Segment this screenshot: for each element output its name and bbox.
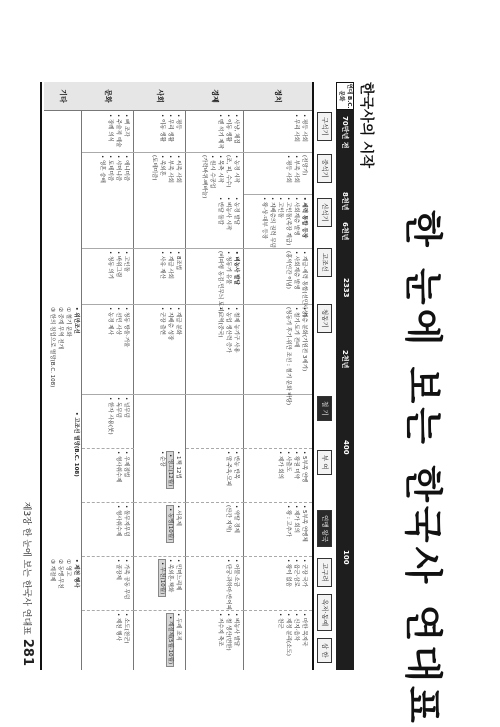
table-cell: • 어물·소금 • 단궁·과하마·반어피 <box>225 559 239 610</box>
table-cell: • 평등 • 무리 생활 • 이동 생활 <box>159 114 181 142</box>
table-cell: • 제천 행사 ① 영고 ② 동맹·무천 ③ 계절제 <box>49 559 79 589</box>
table-cell: • 위만조선 ① 철기 문화 ② 중계 무역 전개 ③ 한의 침입으로 멸망(B.C. 108) <box>49 307 79 388</box>
row-label: 경제 <box>186 82 244 111</box>
timeline-table <box>40 82 314 670</box>
table-cell: • 민며느리제 • 족외혼·책화 • 무천(10월) <box>158 559 182 597</box>
table-cell: • 농경 시작 (조, 피, 수수) • 목축 시작 • 원시 수공업 (가락바퀴·뼈바늘) <box>201 155 239 199</box>
row-label: 문화 <box>82 82 134 111</box>
table-cell: • 반농 반목 • 말·주옥·모피 <box>225 451 239 487</box>
period-tag: 옥저·동예 <box>317 594 332 631</box>
period-tag: 철 기 <box>317 396 332 421</box>
table-cell: • 청동 방울·거울 • 선민 사상 • 농경 제사 <box>107 307 129 348</box>
table-row <box>185 82 244 670</box>
footer-chapter-text: 제3장 한 눈에 보는 한국사 연대표 <box>21 501 31 635</box>
table-cell: • 사냥, 채집 • 이동 생활 • 뗀 석기 제작 <box>217 114 239 150</box>
table-cell: • 벼농사 발달 • 청동기 유물 (비파형 동검·민무늬 토기) <box>217 251 239 314</box>
table-cell: • 서옥제 • 동맹(10월) <box>166 505 182 543</box>
period-tag: 연맹 왕국 <box>317 510 332 547</box>
table-cell: • 5부족 연맹체 • 제가 회의 • 왕 : 고추가 <box>285 505 307 542</box>
table-cell: • 우제점법 • 형사취수제 <box>115 451 129 483</box>
table-cell: • 약탈 경제 (산간 지역) <box>225 505 239 533</box>
table-cell: • 계급·세력 통합(선민사상) • 사회계층 발생 (홍익인간 이념) <box>285 251 307 317</box>
timeline-tick: 100 <box>342 550 350 565</box>
table-cell: • 5부족 연맹 • 왕권 미약 • 사출도 • 제가 회의 <box>277 451 307 483</box>
row-label: 기타 <box>44 82 82 111</box>
period-tag: 부 여 <box>317 450 332 475</box>
table-cell: • 계급 분화 • 지배층 성장 • 군장 출현 <box>159 307 181 341</box>
table-row <box>44 82 82 670</box>
table-cell: • 계층 분화(기원전 3세기) • 철기·토기 전래 (청동기 후기·위만 조선 : 철기 문화 바탕) <box>285 307 307 406</box>
period-tag: 청동기 <box>317 304 332 333</box>
page-footer <box>20 502 35 666</box>
table-cell: • 1책 12법 • 영고(12월) • 순장 <box>158 451 182 489</box>
timeline-corner-label: 연대 B.C. 문화 <box>338 83 352 109</box>
table-cell: • 벼농사 발달 • 철 생산(변한) • 저수지 축조 <box>217 613 239 651</box>
table-cell: • 씨족 사회 • 부족 사회 • 족외혼 (토테미즘) <box>151 155 181 183</box>
row-label: 사회 <box>134 82 186 111</box>
table-row <box>133 82 186 670</box>
table-cell: (전망기) • 부족 사회 • 평등 사회 <box>285 155 307 183</box>
period-labels <box>316 82 334 670</box>
table-cell: • 마한 목지국 • 신지·읍차 • 제정 분리(소도) • 천군 <box>277 613 307 656</box>
table-cell: • 돌무지무덤 • 형사취수제 <box>115 505 129 537</box>
period-tag: 신석기 <box>317 198 332 227</box>
table-cell: • 8조법 • 계급 사회 • 사유 재산 <box>159 251 181 279</box>
page-number: 281 <box>20 638 35 666</box>
table-row <box>81 82 134 670</box>
table-cell: • 군장 국가 • 읍군·삼로 • 왕이 없음 <box>285 559 307 587</box>
period-tag: 고구려 <box>317 558 332 587</box>
section-title: 한국사의 시작 <box>358 82 374 169</box>
table-cell: • 소도(천군) • 제천 행사 <box>115 613 129 644</box>
period-tag: 구석기 <box>317 112 332 141</box>
timeline-tick: 400 <box>342 440 350 455</box>
table-cell: • 고인돌 • 바위그림 • 청동 의기 <box>107 251 129 279</box>
table-cell: • 고조선 멸망(B.C. 108) <box>73 412 79 477</box>
table-cell: • 철제 농기구 사용 • 농업 생산력 증가 • 교역(중국) <box>217 307 239 353</box>
row-label: 정치 <box>244 82 312 111</box>
period-tag: 고조선 <box>317 248 332 277</box>
page-title: 한 눈에 보는 한국사 연대표 <box>401 210 445 727</box>
timeline-tick: 2천년 <box>341 350 349 369</box>
table-cell: • 널무덤 • 독무덤 • 한자 사용(붓) <box>107 397 129 435</box>
table-cell: • 애니미즘 • 샤머니즘 • 토테미즘 • 영혼 숭배 <box>99 155 129 183</box>
table-cell: • 두레 조직 • 계절제(5월·10월) <box>166 613 182 667</box>
timeline-tick: 8천년 <box>341 192 349 211</box>
period-tag: 중석기 <box>317 154 332 183</box>
table-cell: • 뼈 조각 • 주술적 예술 • 장례 의식 <box>107 114 129 148</box>
timeline-tick: 2333 <box>342 278 350 298</box>
table-row <box>243 82 312 670</box>
table-cell: • 평등 사회 • 무리 사회 <box>293 114 307 142</box>
table-cell: • 가족 공동 무덤 • 골장제 <box>115 559 129 600</box>
table-cell: • 농경 발달 • 벼농사 시작 • 반달 돌칼 <box>217 197 239 231</box>
timeline-tick: 70만년 전 <box>341 116 349 149</box>
table-cell: • 세력 통합 등장 • 사회계층 발생 • 고인돌(족장 계급) • 고인돌 • 지배층의 권력 무덤 • 왕·상·대부 등장 <box>261 197 307 248</box>
period-tag: 삼 한 <box>317 638 332 663</box>
timeline-tick: 6천년 <box>341 222 349 241</box>
timeline-bar <box>336 83 354 670</box>
